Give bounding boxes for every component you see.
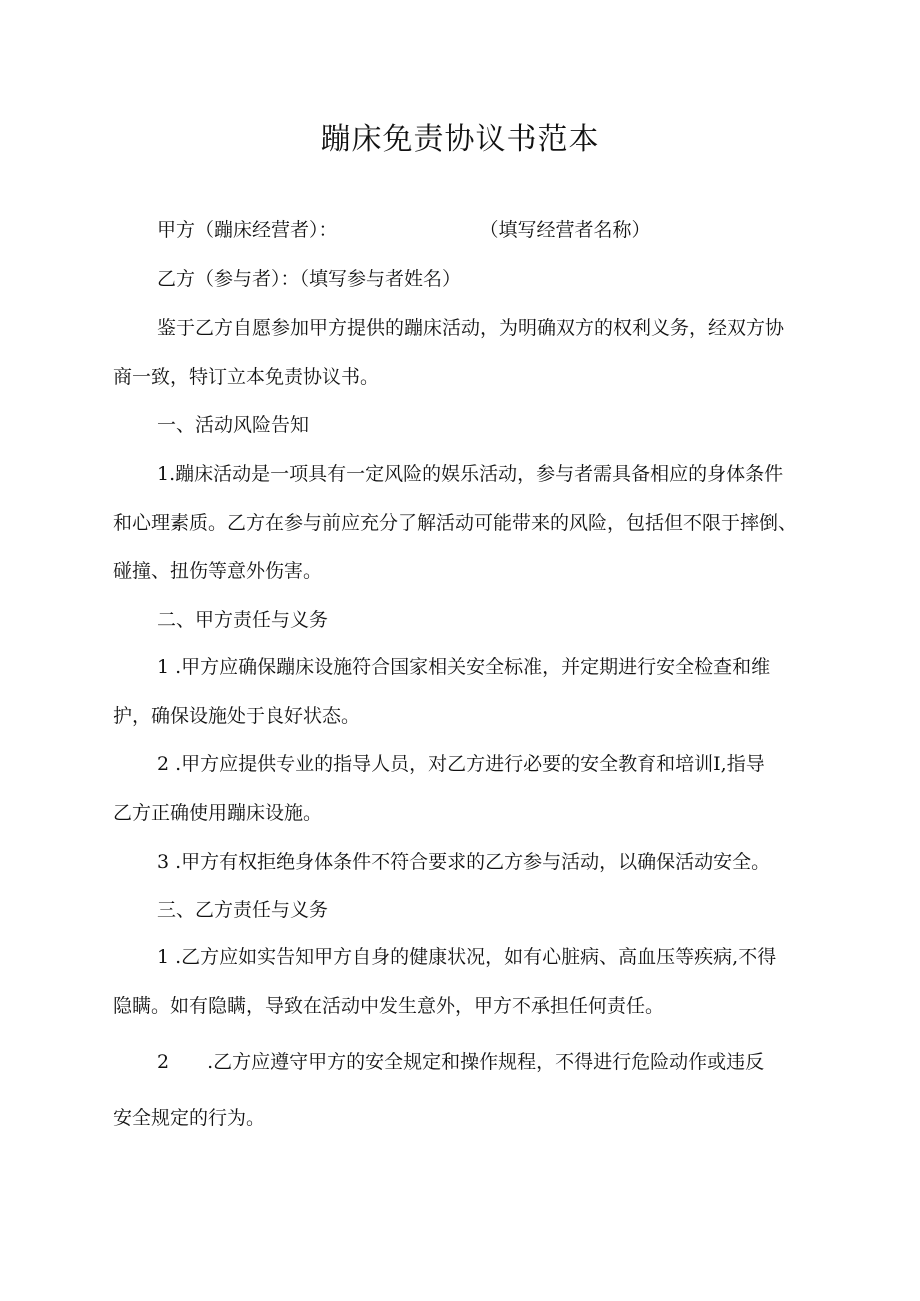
section2-item3-line-1: 3 .甲方有权拒绝身体条件不符合要求的乙方参与活动，以确保活动安全。 [157, 851, 771, 873]
section2-item2-line-1: 2 .甲方应提供专业的指导人员，对乙方进行必要的安全教育和培训I,指导 [157, 753, 765, 775]
section1-item1-line-3: 碰撞、扭伤等意外伤害。 [113, 560, 323, 582]
document-title: 蹦床免责协议书范本 [320, 122, 600, 157]
party-a-label: 甲方（蹦床经营者）： [157, 219, 338, 241]
section1-heading: 一、活动风险告知 [157, 414, 310, 436]
section2-heading: 二、甲方责任与义务 [157, 609, 329, 631]
section3-item1-line-2: 隐瞒。如有隐瞒，导致在活动中发生意外，甲方不承担任何责任。 [113, 995, 665, 1017]
section1-item1-line-1: 1.蹦床活动是一项具有一定风险的娱乐活动，参与者需具备相应的身体条件 [157, 463, 784, 485]
section3-heading: 三、乙方责任与义务 [157, 899, 329, 921]
section3-item2-text: .乙方应遵守甲方的安全规定和操作规程，不得进行危险动作或违反 [207, 1051, 765, 1073]
party-b-line: 乙方（参与者）：（填写参与者姓名） [157, 268, 462, 290]
section2-item2-line-2: 乙方正确使用蹦床设施。 [113, 802, 323, 824]
section3-item2-number: 2 [157, 1051, 170, 1073]
section3-item2-line-2: 安全规定的行为。 [113, 1107, 266, 1129]
section1-item1-line-2: 和心理素质。乙方在参与前应充分了解活动可能带来的风险，包括但不限于摔倒、 [113, 512, 798, 534]
section3-item1-line-1: 1 .乙方应如实告知甲方自身的健康状况，如有心脏病、高血压等疾病,不得 [157, 946, 777, 968]
preamble-line-2: 商一致，特订立本免责协议书。 [113, 366, 380, 388]
section2-item1-line-2: 护，确保设施处于良好状态。 [113, 705, 361, 727]
section3-item2-line-1 [157, 1047, 764, 1077]
party-a-line [157, 215, 651, 245]
party-a-hint: （填写经营者名称） [479, 219, 651, 241]
preamble-line-1: 鉴于乙方自愿参加甲方提供的蹦床活动，为明确双方的权利义务，经双方协 [157, 317, 785, 339]
section2-item1-line-1: 1 .甲方应确保蹦床设施符合国家相关安全标准，并定期进行安全检查和维 [157, 656, 771, 678]
